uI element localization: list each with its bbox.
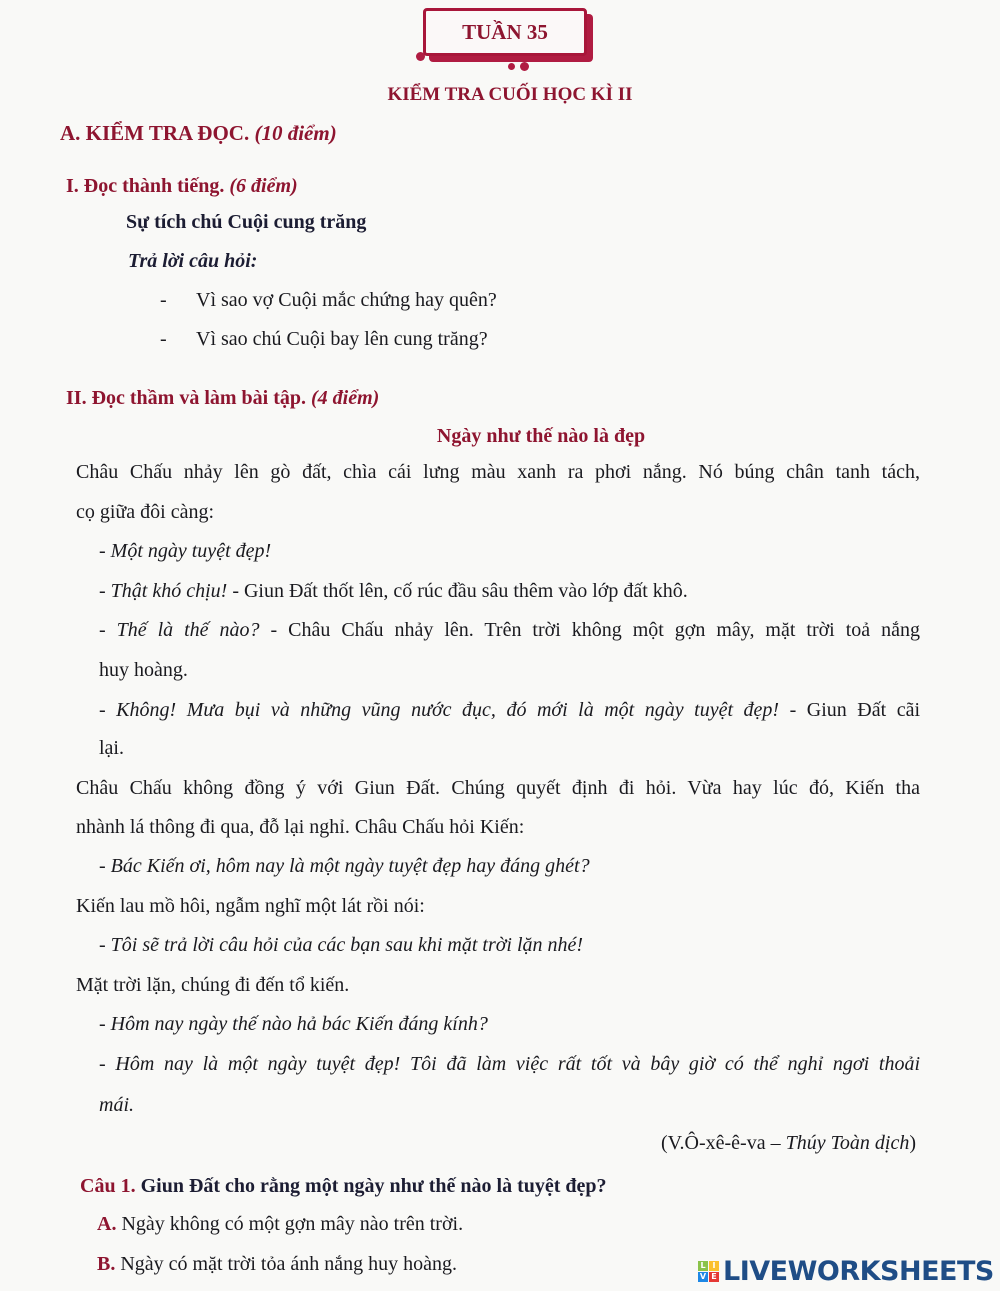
exam-title: KIỂM TRA CUỐI HỌC KÌ II: [387, 84, 633, 105]
passage-title: Ngày như thế nào là đẹp: [436, 425, 646, 447]
passage-line: - Hôm nay là một ngày tuyệt đẹp! Tôi đã làm việc rất tốt và bây giờ có thể nghỉ ngơi thoải: [99, 1053, 920, 1075]
passage-line: mái.: [99, 1094, 134, 1116]
section-a-heading: A. KIỂM TRA ĐỌC. (10 điểm): [60, 121, 337, 145]
liveworksheets-logo: [698, 1256, 994, 1287]
passage-line: Mặt trời lặn, chúng đi đến tổ kiến.: [76, 974, 350, 996]
passage-line: cọ giữa đôi càng:: [76, 501, 215, 523]
logo-text: LIVEWORKSHEETS: [723, 1256, 994, 1287]
passage-line: nhành lá thông đi qua, đỗ lại nghỉ. Châu Chấu hỏi Kiến:: [76, 816, 525, 838]
passage-line: huy hoàng.: [99, 659, 188, 681]
week-badge: [423, 8, 587, 56]
part-ii-heading: II. Đọc thầm và làm bài tập. (4 điểm): [66, 387, 380, 409]
passage-line: - Thật khó chịu! - Giun Đất thốt lên, cố rúc đầu sâu thêm vào lớp đất khô.: [99, 580, 688, 602]
passage-line: Châu Chấu không đồng ý với Giun Đất. Chúng quyết định đi hỏi. Vừa hay lúc đó, Kiến tha: [76, 777, 920, 799]
passage-line: - Hôm nay ngày thế nào hả bác Kiến đáng kính?: [99, 1013, 488, 1035]
passage-source: (V.Ô-xê-ê-va – Thúy Toàn dịch): [661, 1132, 916, 1154]
passage-line: Kiến lau mồ hôi, ngẫm nghĩ một lát rồi nói:: [76, 895, 425, 917]
decor-dot: [508, 63, 515, 70]
passage-line: Châu Chấu nhảy lên gò đất, chìa cái lưng màu xanh ra phơi nắng. Nó búng chân tanh tách,: [76, 461, 920, 483]
passage-line: - Một ngày tuyệt đẹp!: [99, 540, 272, 562]
oral-question: Vì sao vợ Cuội mắc chứng hay quên?: [196, 289, 497, 311]
oral-question: Vì sao chú Cuội bay lên cung trăng?: [196, 328, 488, 350]
decor-dot: [520, 62, 529, 71]
decor-dot: [416, 52, 425, 61]
passage-line: - Không! Mưa bụi và những vũng nước đục, đó mới là một ngày tuyệt đẹp! - Giun Đất cãi: [99, 699, 920, 721]
passage-line: - Bác Kiến ơi, hôm nay là một ngày tuyệt đẹp hay đáng ghét?: [99, 855, 590, 877]
story-title: Sự tích chú Cuội cung trăng: [126, 211, 367, 233]
passage-line: - Thế là thế nào? - Châu Chấu nhảy lên. Trên trời không một gợn mây, mặt trời toả nắng: [99, 619, 920, 641]
week-label: TUẦN 35: [462, 19, 548, 44]
passage-line: lại.: [99, 737, 124, 759]
answer-option-a[interactable]: A. Ngày không có một gợn mây nào trên trời.: [97, 1213, 464, 1235]
question-bullet: -: [160, 289, 167, 311]
question-1: Câu 1. Giun Đất cho rằng một ngày như thế nào là tuyệt đẹp?: [80, 1175, 607, 1197]
prompt: Trả lời câu hỏi:: [128, 250, 258, 272]
question-bullet: -: [160, 328, 167, 350]
passage-line: - Tôi sẽ trả lời câu hỏi của các bạn sau khi mặt trời lặn nhé!: [99, 934, 584, 956]
logo-icon: L I V E: [698, 1261, 719, 1282]
answer-option-b[interactable]: B. Ngày có mặt trời tỏa ánh nắng huy hoàng.: [97, 1253, 457, 1275]
part-i-heading: I. Đọc thành tiếng. (6 điểm): [66, 175, 298, 197]
